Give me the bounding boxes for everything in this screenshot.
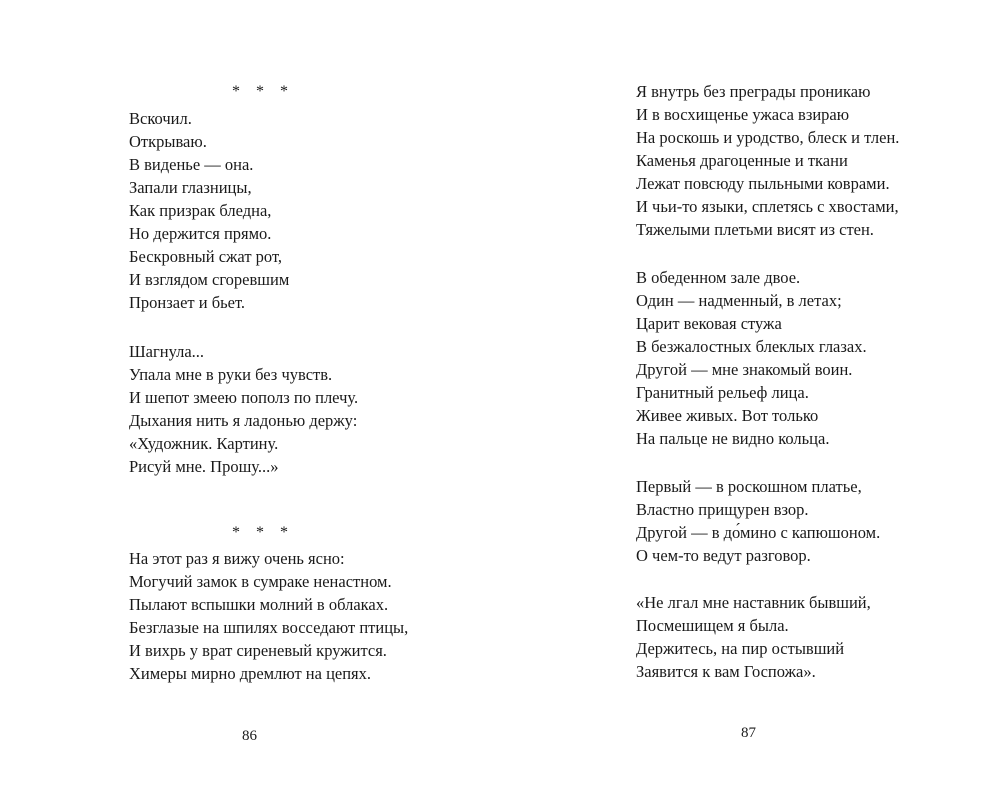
poem-line: Бескровный сжат рот,: [129, 247, 283, 266]
page-number: 86: [242, 728, 257, 744]
poem-line: Шагнула...: [129, 342, 205, 361]
poem-line: На роскошь и уродство, блеск и тлен.: [636, 128, 900, 147]
poem-line: Гранитный рельеф лица.: [636, 383, 809, 402]
poem-line: В виденье — она.: [129, 155, 254, 174]
poem-line: На пальце не видно кольца.: [636, 429, 830, 448]
poem-line: Я внутрь без преграды проникаю: [636, 82, 871, 101]
poem-line: Другой — в до́мино с капюшоном.: [636, 523, 881, 542]
poem-line: И чьи-то языки, сплетясь с хвостами,: [636, 197, 899, 216]
poem-line: И взглядом сгоревшим: [129, 270, 290, 289]
poem-line: Заявится к вам Госпожа».: [636, 662, 816, 681]
poem-line: Держитесь, на пир остывший: [636, 639, 845, 658]
poem-line: В безжалостных блеклых глазах.: [636, 337, 867, 356]
poem-line: Лежат повсюду пыльными коврами.: [636, 174, 890, 193]
poem-line: Царит вековая стужа: [636, 314, 782, 333]
poem-line: Упала мне в руки без чувств.: [129, 365, 333, 384]
poem-line: Дыхания нить я ладонью держу:: [129, 411, 358, 430]
poem-line: И вихрь у врат сиреневый кружится.: [129, 641, 387, 660]
poem-separator: * * *: [232, 83, 294, 100]
poem-line: Первый — в роскошном платье,: [636, 477, 862, 496]
poem-line: О чем-то ведут разговор.: [636, 546, 811, 565]
poem-line: Другой — мне знакомый воин.: [636, 360, 853, 379]
poem-line: Властно прищурен взор.: [636, 500, 809, 519]
poem-line: Открываю.: [129, 132, 207, 151]
poem-line: Пылают вспышки молний в облаках.: [129, 595, 389, 614]
poem-line: Вскочил.: [129, 109, 192, 128]
poem-line: Химеры мирно дремлют на цепях.: [129, 664, 372, 683]
poem-line: Как призрак бледна,: [129, 201, 272, 220]
poem-line: «Художник. Картину.: [129, 434, 279, 453]
poem-line: Но держится прямо.: [129, 224, 272, 243]
poem-line: Живее живых. Вот только: [636, 406, 819, 425]
poem-line: Каменья драгоценные и ткани: [636, 151, 848, 170]
right-page: [500, 0, 1000, 799]
poem-line: «Не лгал мне наставник бывший,: [636, 593, 871, 612]
poem-line: Один — надменный, в летах;: [636, 291, 842, 310]
poem-line: И в восхищенье ужаса взираю: [636, 105, 850, 124]
poem-line: Могучий замок в сумраке ненастном.: [129, 572, 392, 591]
poem-line: Безглазые на шпилях восседают птицы,: [129, 618, 409, 637]
poem-line: Пронзает и бьет.: [129, 293, 246, 312]
poem-line: В обеденном зале двое.: [636, 268, 801, 287]
poem-line: Посмешищем я была.: [636, 616, 789, 635]
poem-line: Запали глазницы,: [129, 178, 252, 197]
poem-line: Рисуй мне. Прошу...»: [129, 457, 279, 476]
poem-line: И шепот змеею пополз по плечу.: [129, 388, 359, 407]
poem-line: Тяжелыми плетьми висят из стен.: [636, 220, 874, 239]
page-number: 87: [741, 725, 756, 741]
poem-line: На этот раз я вижу очень ясно:: [129, 549, 345, 568]
poem-separator: * * *: [232, 524, 294, 541]
